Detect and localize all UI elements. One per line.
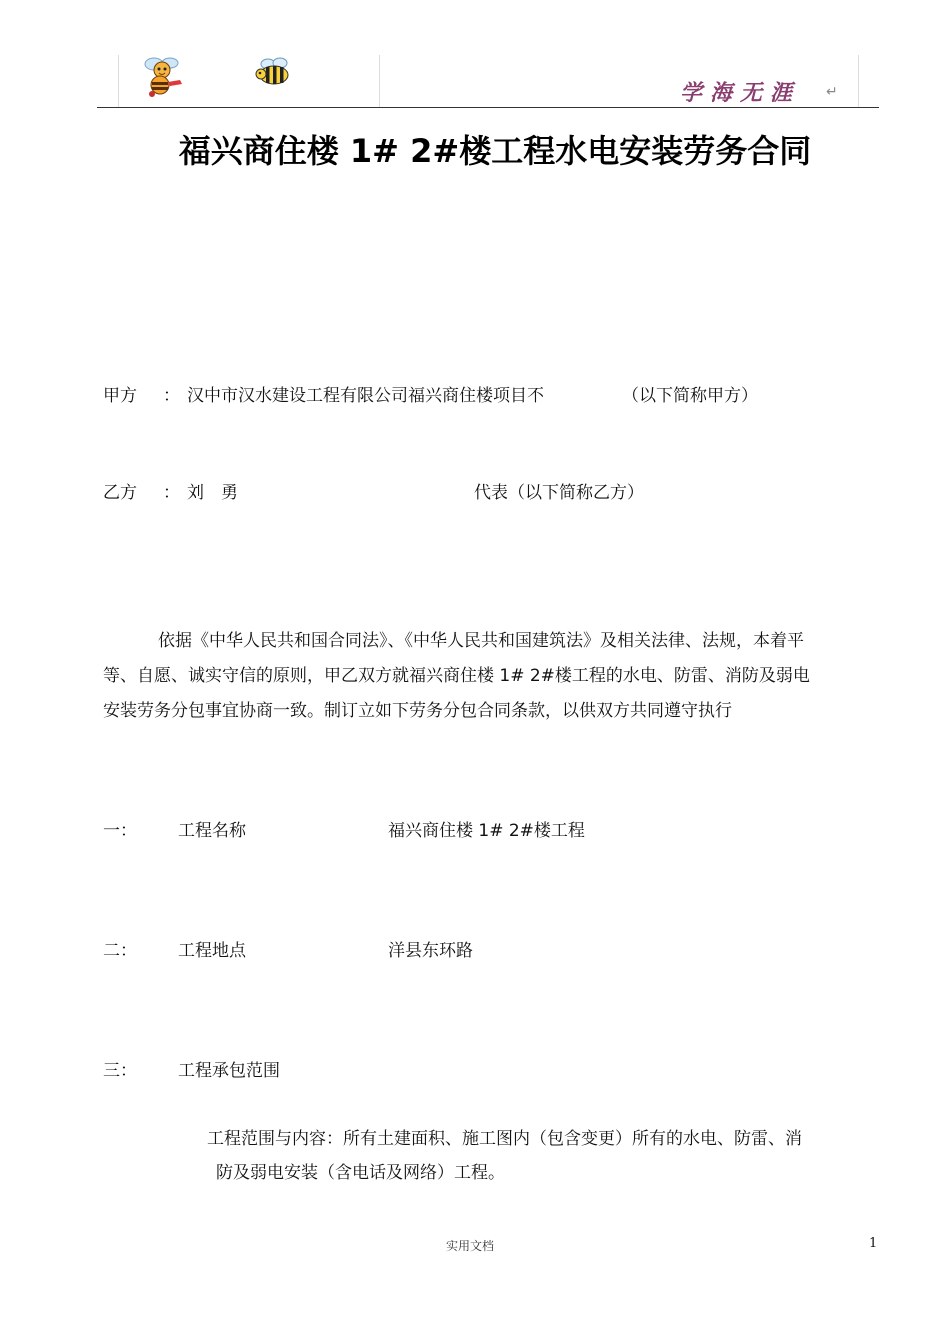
scope-line: 工程范围与内容：所有土建面积、施工图内（包含变更）所有的水电、防雷、消 bbox=[207, 1129, 802, 1149]
clause-value: 福兴商住楼 1# 2#楼工程 bbox=[388, 821, 585, 841]
bee-mascot-icon bbox=[140, 54, 188, 98]
party-b-note: 代表（以下简称乙方） bbox=[474, 483, 644, 503]
paragraph-mark-icon: ↵ bbox=[826, 84, 838, 100]
party-b-colon: ： bbox=[163, 483, 180, 503]
party-a-label: 甲方 bbox=[103, 386, 137, 406]
header-rule bbox=[97, 107, 879, 108]
party-a-colon: ： bbox=[163, 386, 180, 406]
clause-label: 工程地点 bbox=[178, 941, 246, 961]
party-a-note: （以下简称甲方） bbox=[622, 386, 758, 406]
clause-number: 二： bbox=[103, 941, 137, 961]
preamble-paragraph bbox=[103, 624, 883, 729]
preamble-line: 依据《中华人民共和国合同法》、《中华人民共和国建筑法》及相关法律、法规，本着平 bbox=[158, 631, 804, 651]
header-slogan: 学海无涯 bbox=[680, 80, 801, 106]
scope-paragraph bbox=[207, 1122, 802, 1190]
clause-value: 洋县东环路 bbox=[388, 941, 473, 961]
header-divider bbox=[858, 55, 859, 107]
party-b-name: 刘 勇 bbox=[187, 483, 238, 503]
document-title: 福兴商住楼 1# 2#楼工程水电安装劳务合同 bbox=[178, 132, 812, 170]
party-a-name: 汉中市汉水建设工程有限公司福兴商住楼项目不 bbox=[187, 386, 544, 406]
clause-label: 工程承包范围 bbox=[178, 1061, 280, 1081]
party-b-label: 乙方 bbox=[103, 483, 137, 503]
footer-text: 实用文档 bbox=[446, 1239, 495, 1253]
clause-number: 一： bbox=[103, 821, 137, 841]
preamble-line: 等、自愿、诚实守信的原则，甲乙双方就福兴商住楼 1# 2#楼工程的水电、防雷、消防及弱电 bbox=[103, 666, 810, 686]
bee-icon bbox=[252, 56, 294, 88]
header-divider bbox=[118, 55, 119, 107]
clause-label: 工程名称 bbox=[178, 821, 246, 841]
preamble-line: 安装劳务分包事宜协商一致。制订立如下劳务分包合同条款，以供双方共同遵守执行 bbox=[103, 701, 732, 721]
header-divider bbox=[379, 55, 380, 107]
scope-line: 防及弱电安装（含电话及网络）工程。 bbox=[216, 1163, 505, 1183]
page-number: 1 bbox=[869, 1236, 878, 1251]
clause-number: 三： bbox=[103, 1061, 137, 1081]
